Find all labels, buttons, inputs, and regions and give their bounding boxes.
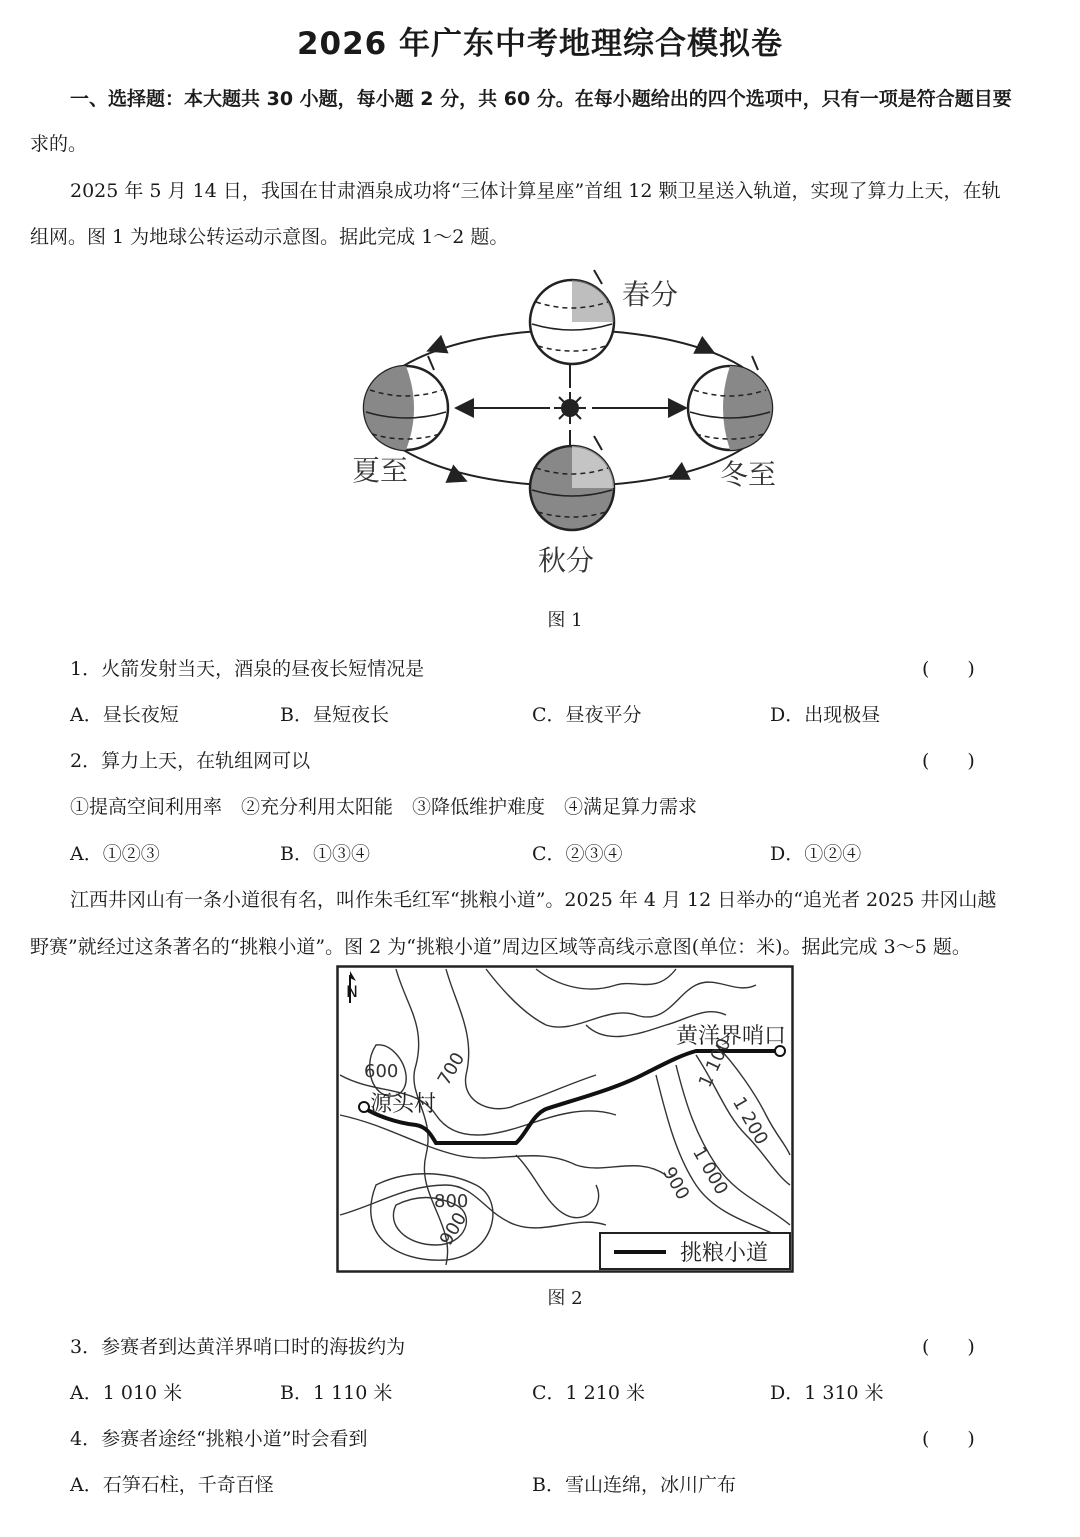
q1-option-b: B．昼短夜长 bbox=[280, 704, 389, 726]
contour-label-1000: 1 000 bbox=[688, 1143, 732, 1199]
q1-option-d: D．出现极昼 bbox=[770, 704, 881, 726]
label-autumn: 秋分 bbox=[538, 544, 595, 577]
q3-stem: 3．参赛者到达黄洋界哨口时的海拔约为 bbox=[70, 1336, 406, 1358]
contour-label-1100: 1 100 bbox=[694, 1035, 736, 1091]
page-title: 2026 年广东中考地理综合模拟卷 bbox=[296, 26, 784, 62]
q1-stem: 1．火箭发射当天，酒泉的昼夜长短情况是 bbox=[70, 658, 425, 680]
north-label: N bbox=[346, 982, 358, 1001]
contour-label-900a: 900 bbox=[658, 1163, 694, 1204]
figure1-caption: 图 1 bbox=[547, 610, 583, 631]
earth-summer-icon bbox=[364, 356, 448, 450]
q1-option-c: C．昼夜平分 bbox=[532, 704, 642, 726]
passage2-line2: 野赛”就经过这条著名的“挑粮小道”。图 2 为“挑粮小道”周边区域等高线示意图(单位：米)。据此完成 3～5 题。 bbox=[30, 936, 971, 958]
contour-label-700: 700 bbox=[433, 1048, 470, 1090]
q3-answer-paren: ( ) bbox=[922, 1336, 975, 1358]
q2-option-b: B．①③④ bbox=[280, 843, 370, 865]
earth-winter-icon bbox=[688, 356, 772, 450]
q4-answer-paren: ( ) bbox=[922, 1428, 975, 1450]
section-heading: 一、选择题：本大题共 30 小题，每小题 2 分，共 60 分。在每小题给出的四个选项中，只有一项是符合题目要 bbox=[70, 88, 1012, 110]
q2-option-c: C．②③④ bbox=[532, 843, 623, 865]
contour-label-600: 600 bbox=[364, 1061, 399, 1082]
village-marker bbox=[359, 1102, 369, 1112]
figure2-contour-map bbox=[336, 965, 794, 1273]
label-summer: 夏至 bbox=[352, 454, 409, 487]
contour-label-800: 800 bbox=[434, 1191, 469, 1212]
q2-stem: 2．算力上天，在轨组网可以 bbox=[70, 750, 311, 772]
earth-spring-icon bbox=[530, 270, 614, 364]
q2-option-d: D．①②④ bbox=[770, 843, 862, 865]
passage1-line2: 组网。图 1 为地球公转运动示意图。据此完成 1～2 题。 bbox=[30, 226, 509, 248]
q2-items: ①提高空间利用率 ②充分利用太阳能 ③降低维护难度 ④满足算力需求 bbox=[70, 796, 698, 818]
q4-option-a: A．石笋石柱，千奇百怪 bbox=[70, 1474, 274, 1496]
sun-icon bbox=[554, 392, 586, 424]
contour-label-900b: 900 bbox=[435, 1208, 472, 1250]
section-heading-cont: 求的。 bbox=[30, 133, 88, 155]
passage2-line1: 江西井冈山有一条小道很有名，叫作朱毛红军“挑粮小道”。2025 年 4 月 12 日举办的“追光者 2025 井冈山越 bbox=[70, 889, 997, 911]
q2-answer-paren: ( ) bbox=[922, 750, 975, 772]
map-legend bbox=[600, 1233, 790, 1269]
q1-option-a: A．昼长夜短 bbox=[70, 704, 179, 726]
contour-label-1200: 1 200 bbox=[728, 1093, 772, 1149]
legend-label: 挑粮小道 bbox=[680, 1241, 769, 1266]
place-pass: 黄洋界哨口 bbox=[676, 1024, 787, 1049]
label-winter: 冬至 bbox=[720, 458, 777, 491]
q2-option-a: A．①②③ bbox=[70, 843, 160, 865]
earth-autumn-icon bbox=[530, 436, 614, 530]
q3-option-b: B．1 110 米 bbox=[280, 1382, 393, 1404]
figure1-orbit-diagram bbox=[340, 262, 800, 592]
q3-option-c: C．1 210 米 bbox=[532, 1382, 645, 1404]
passage1-line1: 2025 年 5 月 14 日，我国在甘肃酒泉成功将“三体计算星座”首组 12 颗卫星送入轨道，实现了算力上天，在轨 bbox=[70, 180, 1001, 202]
q3-option-d: D．1 310 米 bbox=[770, 1382, 884, 1404]
label-spring: 春分 bbox=[622, 278, 679, 311]
q1-answer-paren: ( ) bbox=[922, 658, 975, 680]
figure2-caption: 图 2 bbox=[547, 1288, 583, 1309]
q3-option-a: A．1 010 米 bbox=[70, 1382, 183, 1404]
place-village: 源头村 bbox=[370, 1092, 437, 1117]
q4-stem: 4．参赛者途经“挑粮小道”时会看到 bbox=[70, 1428, 368, 1450]
q4-option-b: B．雪山连绵，冰川广布 bbox=[532, 1474, 736, 1496]
